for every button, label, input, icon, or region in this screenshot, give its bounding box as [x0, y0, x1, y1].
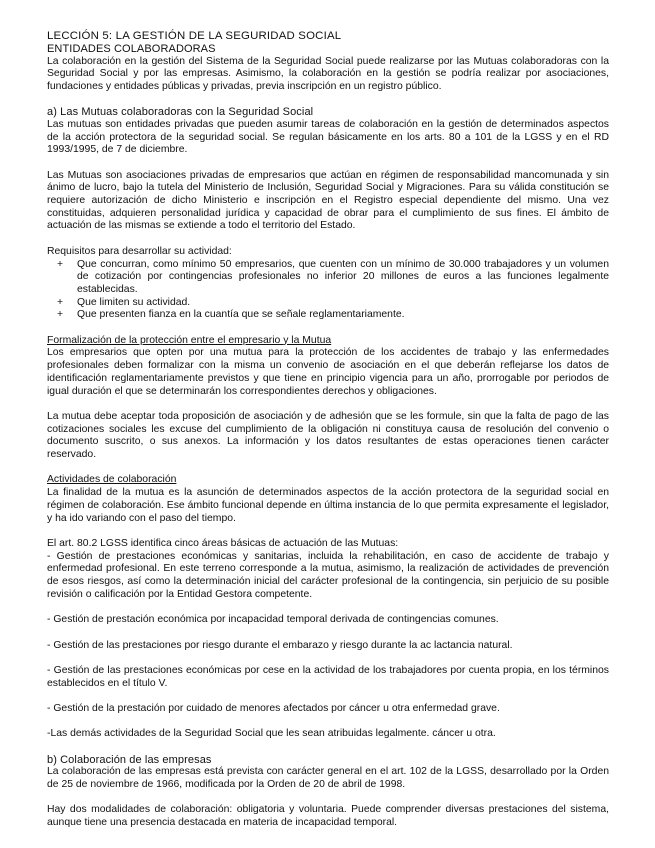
formalizacion-paragraph-2: La mutua debe aceptar toda proposición de asociación y de adhesión que se les formule, sin que la falta de pago de las cotizaciones sociales les excuse del cumplimiento de la obligación ni constituya causa de resolución del convenio o documento suscrito, o sus anexos. La información y los datos resultantes de estas operaciones tienen carácter reservado. [47, 410, 609, 461]
empresas-heading: b) Colaboración de las empresas [47, 753, 212, 766]
bullet-icon: + [57, 296, 64, 308]
actividades-paragraph: La finalidad de la mutua es la asunción de determinados aspectos de la acción protectora de la seguridad social en régimen de colaboración. Ese ámbito funcional depende en última instancia de lo que permita expresamente el legislador, y ha ido variando con el paso del tiempo. [47, 487, 609, 524]
area-item: -Las demás actividades de la Seguridad Social que les sean atribuidas legalmente. cáncer u otra. [47, 728, 496, 740]
areas-intro: El art. 80.2 LGSS identifica cinco áreas básicas de actuación de las Mutuas: [47, 537, 399, 549]
empresas-paragraph-2: Hay dos modalidades de colaboración: obligatoria y voluntaria. Puede comprender diversas prestaciones del sistema, aunque tiene una presencia destacada en materia de incapacidad temporal. [47, 804, 609, 829]
list-item: + Que concurran, como mínimo 50 empresarios, que cuenten con un mínimo de 30.000 trabajadores y un volumen de cotización por contingencias profesionales no inferior 20 millones de euros a las funciones legalmente establecidas. [57, 258, 609, 295]
requisitos-heading: Requisitos para desarrollar su actividad: [47, 245, 232, 257]
mutuas-paragraph-2: Las Mutuas son asociaciones privadas de empresarios que actúan en régimen de responsabilidad mancomunada y sin ánimo de lucro, bajo la tutela del Ministerio de Inclusión, Seguridad Social y Migraciones. Para su válida constitución se requiere autorización de dicho Ministerio e inscripción en el Registro especial dependiente del mismo. Una vez constituidas, adquieren personalidad jurídica y capacidad de obrar para el cumplimiento de sus fines. El ámbito de actuación de las mismas se extiende a todo el territorio del Estado. [47, 169, 609, 232]
list-item: + Que limiten su actividad. [57, 296, 191, 308]
intro-paragraph: La colaboración en la gestión del Sistema de la Seguridad Social puede realizarse por las Mutuas colaboradoras con la Seguridad Social y por las empresas. Asimismo, la colaboración en la gestión se podría realizar por asociaciones, fundaciones y entidades públicas y privadas, previa inscripción en un registro público. [47, 55, 609, 92]
mutuas-heading: a) Las Mutuas colaboradoras con la Seguridad Social [47, 106, 314, 119]
requisitos-list [47, 259, 609, 323]
mutuas-paragraph-1: Las mutuas son entidades privadas que pueden asumir tareas de colaboración en la gestión de determinados aspectos de la acción protectora de la seguridad social. Se regulan básicamente en los arts. 80 a 101 de la LGSS y en el RD 1993/1995, de 7 de diciembre. [47, 118, 609, 156]
area-item: - Gestión de las prestaciones económicas por cese en la actividad de los trabajadores por cuenta propia, en los términos establecidos en el título V. [47, 664, 609, 689]
list-item: + Que presenten fianza en la cuantía que se señale reglamentariamente. [57, 309, 405, 321]
section-title: ENTIDADES COLABORADORAS [47, 43, 216, 55]
formalizacion-heading: Formalización de la protección entre el empresario y la Mutua [47, 334, 332, 346]
area-item: - Gestión de prestación económica por incapacidad temporal derivada de contingencias comunes. [47, 614, 499, 626]
area-item: - Gestión de las prestaciones por riesgo durante el embarazo y riesgo durante la ac lactancia natural. [47, 639, 513, 651]
lesson-title: LECCIÓN 5: LA GESTIÓN DE LA SEGURIDAD SOCIAL [47, 30, 342, 42]
empresas-paragraph-1: La colaboración de las empresas está prevista con carácter general en el art. 102 de la LGSS, desarrollado por la Orden de 25 de noviembre de 1966, modificada por la Orden de 20 de abril de 1998. [47, 766, 609, 790]
bullet-icon: + [57, 258, 64, 270]
area-item: - Gestión de prestaciones económicas y sanitarias, incluida la rehabilitación, en caso de accidente de trabajo y enfermedad profesional. En este terreno corresponde a la mutua, asimismo, la realización de actividades de prevención de esos riesgos, así como la determinación inicial del carácter profesional de la contingencia, sin perjuicio de su posible revisión o calificación por la Entidad Gestora competente. [47, 550, 609, 600]
document-page [47, 30, 609, 830]
actividades-heading: Actividades de colaboración [47, 474, 177, 486]
bullet-icon: + [57, 309, 64, 321]
area-item: - Gestión de la prestación por cuidado de menores afectados por cáncer u otra enfermedad grave. [47, 702, 500, 714]
formalizacion-paragraph-1: Los empresarios que opten por una mutua para la protección de los accidentes de trabajo y las enfermedades profesionales deben formalizar con la misma un convenio de asociación en el que deberán reflejarse los datos de identificación reglamentariamente previstos y que tiene en principio vigencia para un año, prorrogable por periodos de igual duración el que se determinarán los correspondientes derechos y obligaciones. [47, 347, 609, 397]
